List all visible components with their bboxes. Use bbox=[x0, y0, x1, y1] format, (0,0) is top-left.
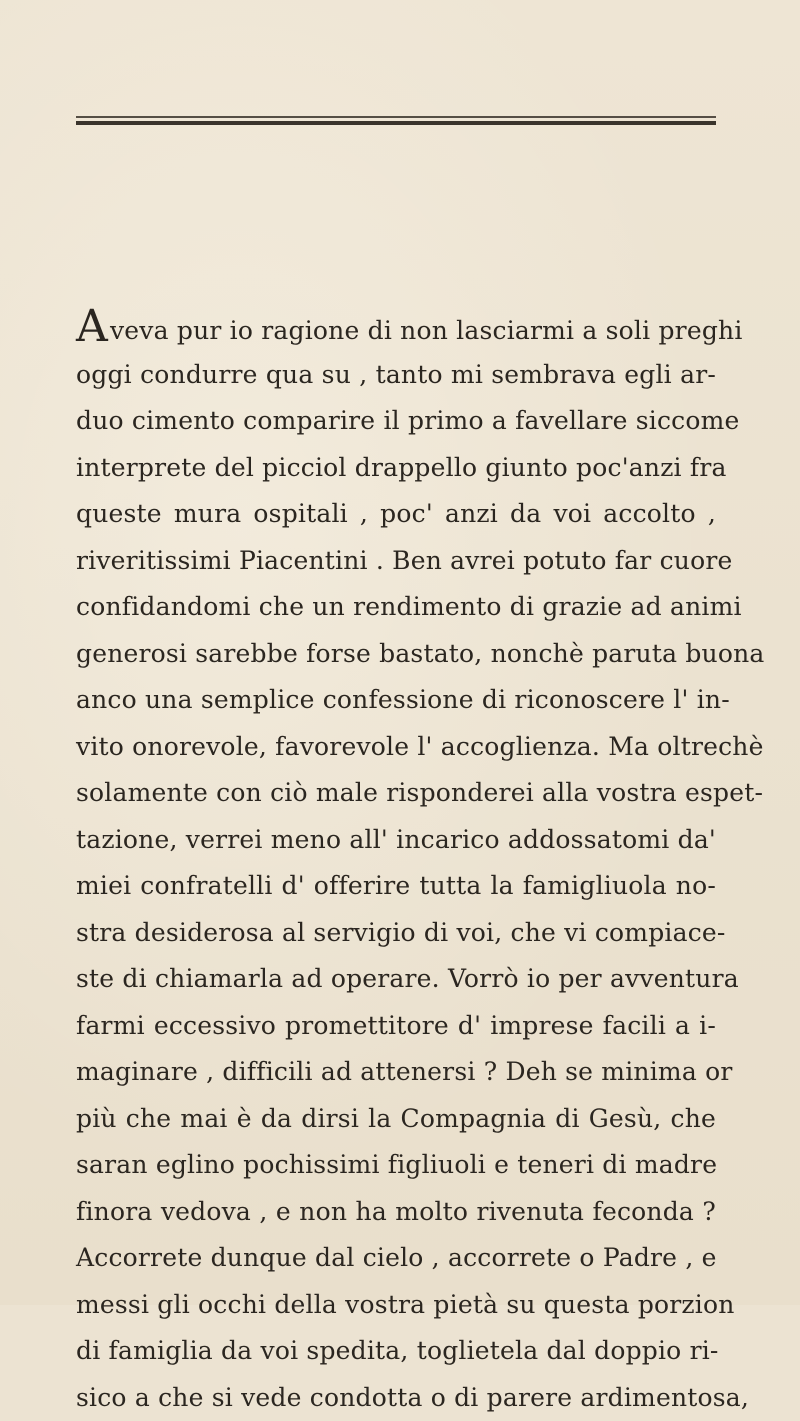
text-line: oggi condurre qua su , tanto mi sembrava egli ar- bbox=[76, 352, 716, 399]
text-line: duo cimento comparire il primo a favellare siccome bbox=[76, 398, 716, 445]
text-line: interprete del picciol drappello giunto poc'anzi fra bbox=[76, 445, 716, 492]
text-line: confidandomi che un rendimento di grazie ad animi bbox=[76, 584, 716, 631]
text-line: finora vedova , e non ha molto rivenuta feconda ? bbox=[76, 1189, 716, 1236]
text-line: anco una semplice confessione di riconoscere l' in- bbox=[76, 677, 716, 724]
text-line: messi gli occhi della vostra pietà su questa porzion bbox=[76, 1282, 716, 1329]
text-line: saran eglino pochissimi figliuoli e teneri di madre bbox=[76, 1142, 716, 1189]
text-line: generosi sarebbe forse bastato, nonchè paruta buona bbox=[76, 631, 716, 678]
drop-cap: A bbox=[76, 301, 108, 352]
text-line: ste di chiamarla ad operare. Vorrò io per avventura bbox=[76, 956, 716, 1003]
text-line: maginare , difficili ad attenersi ? Deh se minima or bbox=[76, 1049, 716, 1096]
text-line: tazione, verrei meno all' incarico addossatomi da' bbox=[76, 817, 716, 864]
text-line bbox=[76, 305, 716, 352]
text-line: miei confratelli d' offerire tutta la famigliuola no- bbox=[76, 863, 716, 910]
text-line: più che mai è da dirsi la Compagnia di Gesù, che bbox=[76, 1096, 716, 1143]
body-text bbox=[76, 305, 716, 1421]
text-line: di famiglia da voi spedita, toglietela dal doppio ri- bbox=[76, 1328, 716, 1375]
text-line: solamente con ciò male risponderei alla vostra espet- bbox=[76, 770, 716, 817]
header-rule-thin bbox=[76, 116, 716, 118]
text-line: vito onorevole, favorevole l' accoglienza. Ma oltrechè bbox=[76, 724, 716, 771]
text-line: Accorrete dunque dal cielo , accorrete o Padre , e bbox=[76, 1235, 716, 1282]
text-line: riveritissimi Piacentini . Ben avrei potuto far cuore bbox=[76, 538, 716, 585]
text-line-content: veva pur io ragione di non lasciarmi a soli preghi bbox=[110, 316, 743, 345]
text-line: farmi eccessivo promettitore d' imprese facili a i- bbox=[76, 1003, 716, 1050]
text-line: queste mura ospitali , poc' anzi da voi accolto , bbox=[76, 491, 716, 538]
text-line: sico a che si vede condotta o di parere ardimentosa, bbox=[76, 1375, 716, 1421]
text-line: stra desiderosa al servigio di voi, che vi compiace- bbox=[76, 910, 716, 957]
header-rule-thick bbox=[76, 121, 716, 125]
